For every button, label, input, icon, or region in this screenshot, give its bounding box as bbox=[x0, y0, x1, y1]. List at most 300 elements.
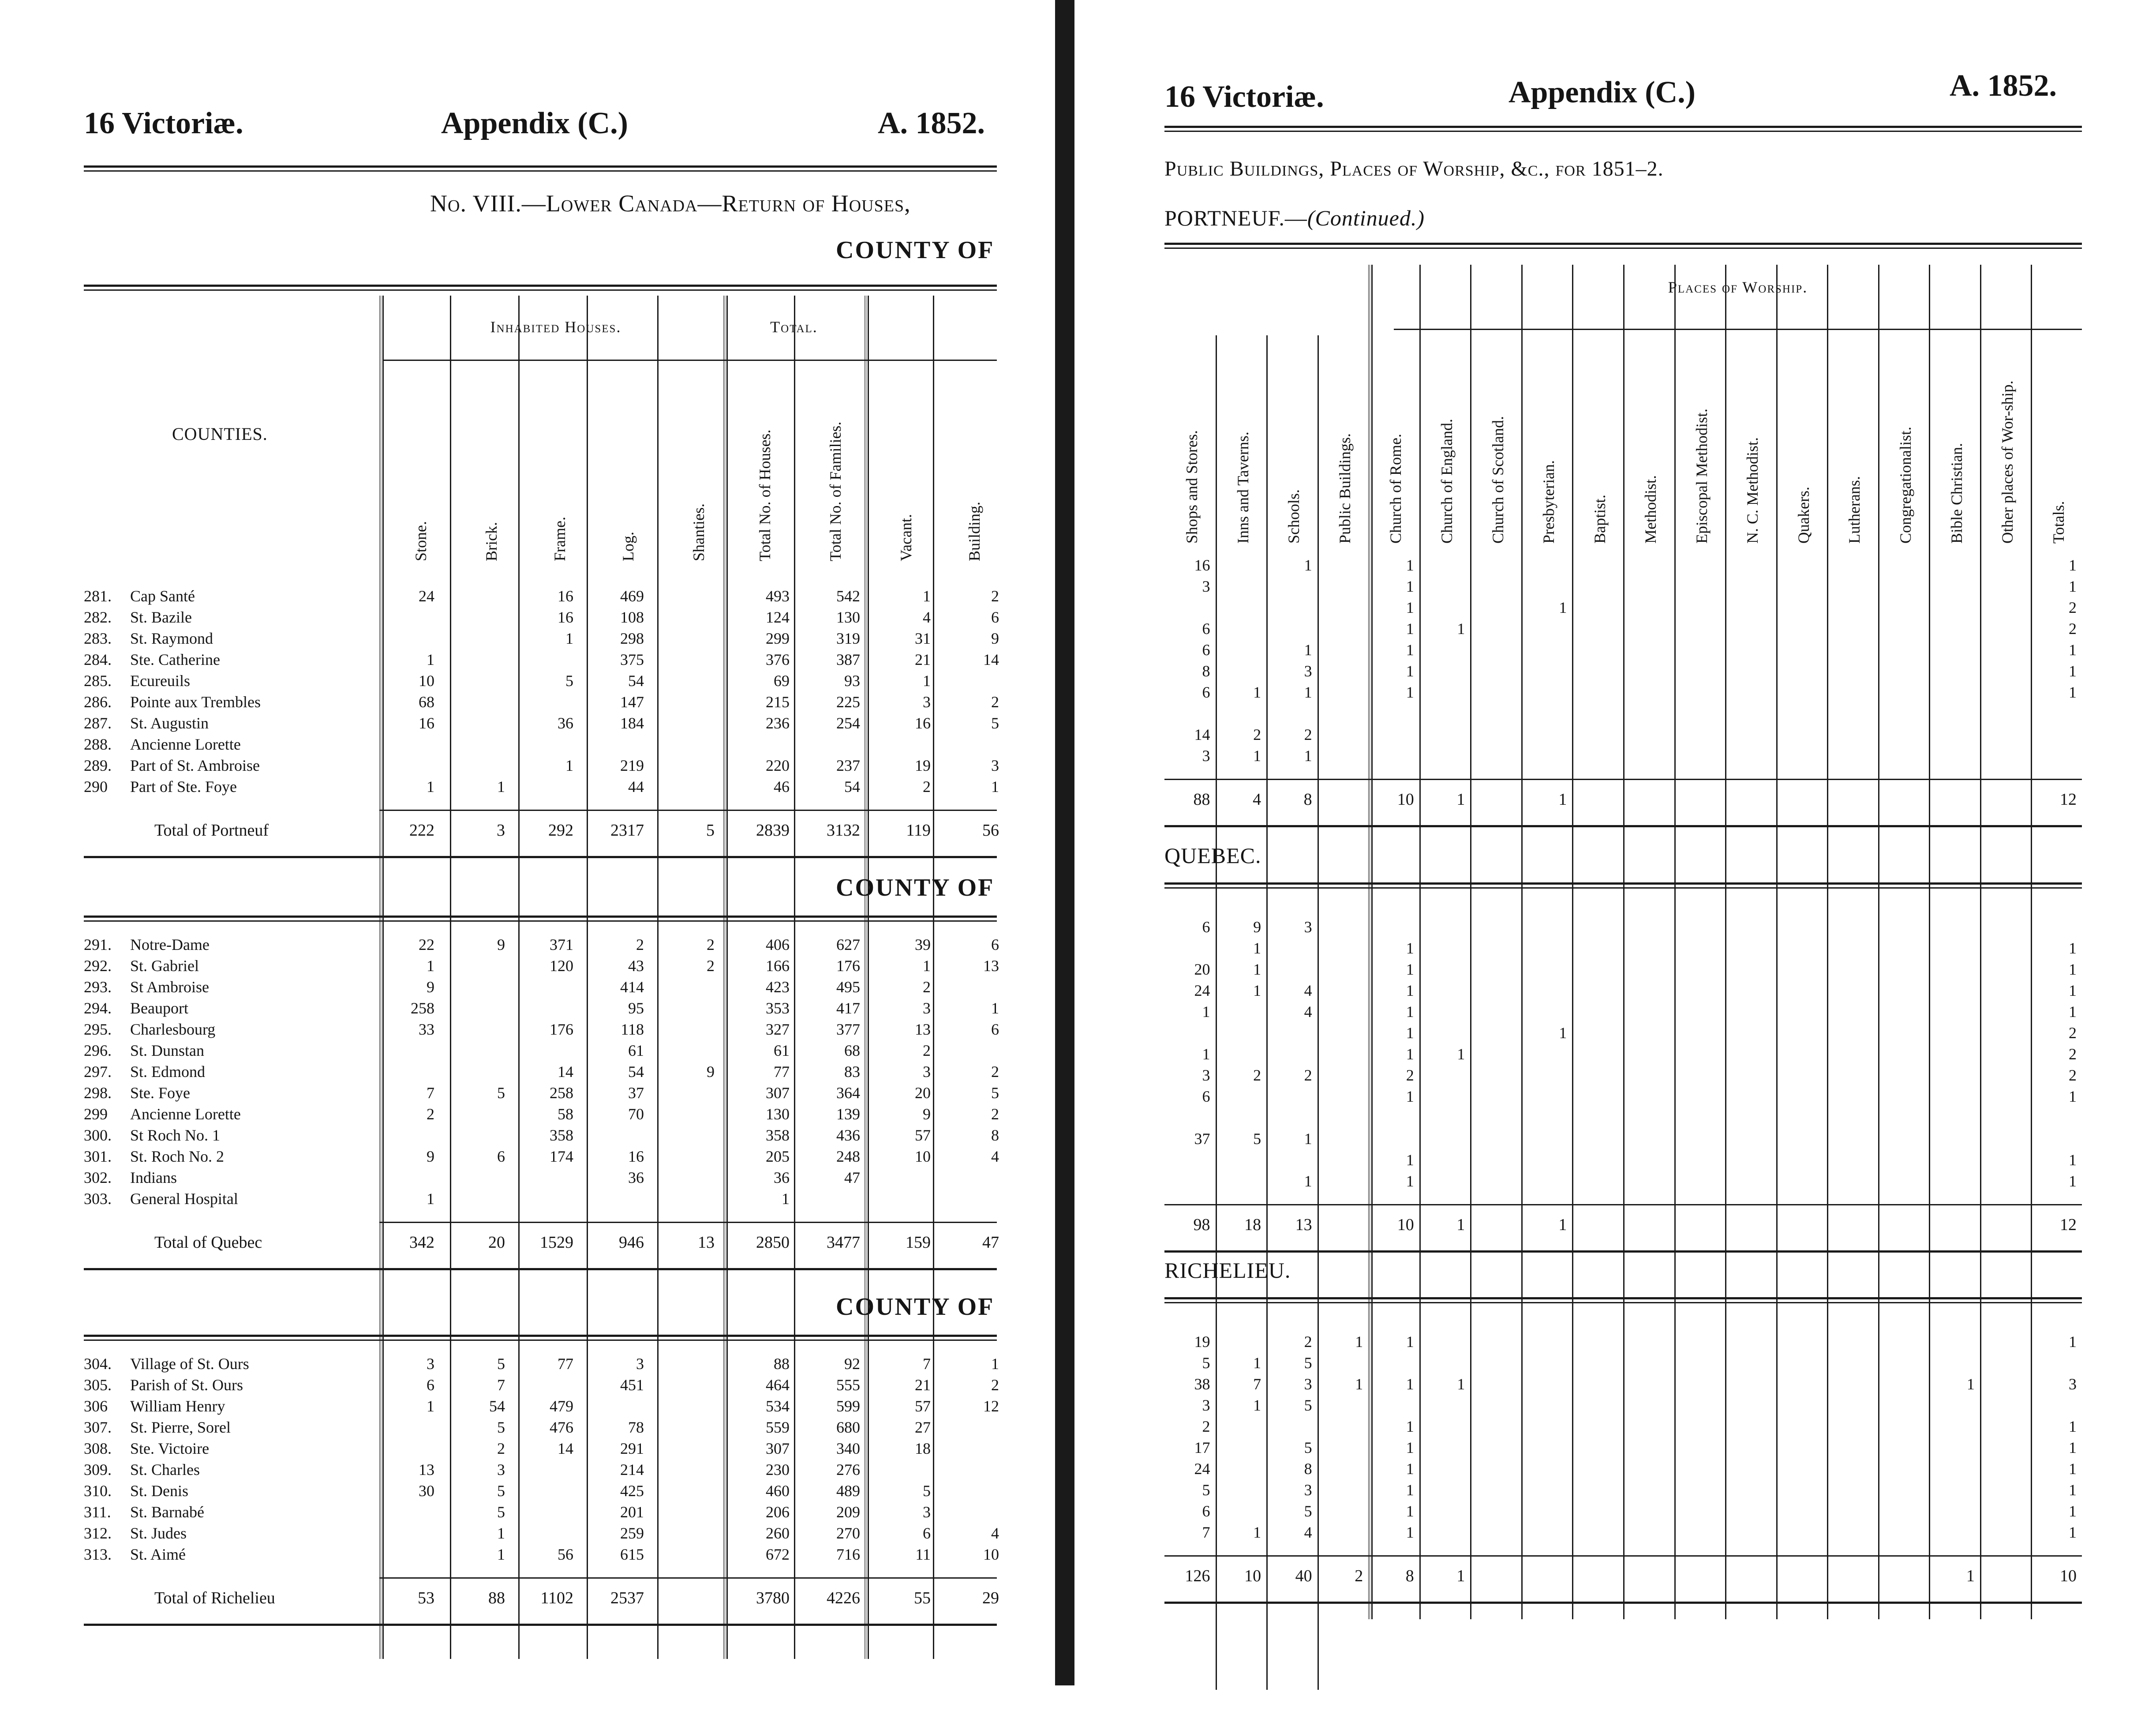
table-cell: 16 bbox=[628, 1148, 644, 1165]
table-cell: 1 bbox=[1406, 1460, 1414, 1478]
county-name: Ancienne Lorette bbox=[130, 735, 241, 753]
table-cell: 16 bbox=[558, 608, 573, 626]
table-row bbox=[1085, 1151, 2156, 1172]
table-row bbox=[84, 1545, 1001, 1566]
table-cell: 176 bbox=[836, 957, 860, 975]
table-cell: 414 bbox=[620, 978, 644, 996]
table-cell: 2 bbox=[923, 978, 931, 996]
total-cell: 20 bbox=[488, 1233, 505, 1252]
total-cell: 2317 bbox=[610, 821, 644, 840]
table-cell: 5 bbox=[1202, 1354, 1210, 1372]
table-cell: 6 bbox=[991, 936, 999, 953]
worship-column-header: Shops and Stores. bbox=[1183, 430, 1201, 544]
table-row bbox=[84, 1503, 1001, 1524]
total-cell: 1529 bbox=[540, 1233, 573, 1252]
table-cell: 130 bbox=[766, 1105, 790, 1123]
row-number: 287. bbox=[84, 714, 112, 732]
book-spine bbox=[1055, 0, 1074, 1685]
table-cell: 7 bbox=[427, 1084, 434, 1102]
year-header: A. 1852. bbox=[878, 106, 985, 140]
table-cell: 19 bbox=[915, 757, 931, 774]
table-cell: 476 bbox=[550, 1418, 573, 1436]
section-end-rule bbox=[84, 1268, 997, 1270]
worship-column-header: Quakers. bbox=[1794, 487, 1812, 544]
row-number: 297. bbox=[84, 1063, 112, 1081]
table-cell: 680 bbox=[836, 1418, 860, 1436]
table-cell: 214 bbox=[620, 1461, 644, 1478]
worship-column-header: Church of Scotland. bbox=[1489, 416, 1507, 544]
group-header-rule bbox=[384, 360, 997, 361]
total-cell: 13 bbox=[698, 1233, 715, 1252]
table-cell: 3 bbox=[427, 1355, 434, 1373]
table-cell: 10 bbox=[915, 1148, 931, 1165]
table-row bbox=[1085, 662, 2156, 683]
table-cell: 1 bbox=[991, 1355, 999, 1373]
table-cell: 1 bbox=[2068, 1333, 2077, 1351]
table-cell: 56 bbox=[558, 1546, 573, 1563]
table-row bbox=[84, 1397, 1001, 1418]
table-cell: 130 bbox=[836, 608, 860, 626]
table-cell: 47 bbox=[844, 1169, 860, 1186]
table-cell: 24 bbox=[419, 587, 434, 605]
portneuf-label: PORTNEUF.— bbox=[1164, 206, 1307, 230]
table-cell: 4 bbox=[1304, 982, 1312, 999]
table-cell: 1 bbox=[1406, 1172, 1414, 1190]
worship-column-header: Congregationalist. bbox=[1896, 427, 1914, 544]
table-cell: 30 bbox=[419, 1482, 434, 1500]
total-rule bbox=[379, 810, 997, 811]
table-cell: 375 bbox=[620, 651, 644, 668]
table-cell: 11 bbox=[915, 1546, 931, 1563]
table-cell: 174 bbox=[550, 1148, 573, 1165]
table-cell: 1 bbox=[2068, 1439, 2077, 1456]
table-cell: 327 bbox=[766, 1021, 790, 1038]
table-cell: 1 bbox=[427, 1190, 434, 1208]
total-cell: 946 bbox=[619, 1233, 644, 1252]
table-row bbox=[84, 608, 1001, 629]
table-cell: 1 bbox=[1253, 939, 1261, 957]
table-cell: 5 bbox=[497, 1355, 505, 1373]
table-cell: 460 bbox=[766, 1482, 790, 1500]
county-name: St Ambroise bbox=[130, 978, 210, 996]
table-row bbox=[84, 999, 1001, 1020]
table-row bbox=[84, 1418, 1001, 1439]
table-cell: 371 bbox=[550, 936, 573, 953]
table-cell: 4 bbox=[923, 608, 931, 626]
row-number: 283. bbox=[84, 630, 112, 647]
table-cell: 2 bbox=[2068, 1066, 2077, 1084]
header-rule bbox=[84, 165, 997, 172]
county-name: Ste. Catherine bbox=[130, 651, 220, 668]
table-cell: 2 bbox=[2068, 599, 2077, 616]
table-cell: 3 bbox=[991, 757, 999, 774]
table-row bbox=[1085, 1087, 2156, 1108]
table-cell: 3 bbox=[497, 1461, 505, 1478]
table-cell: 469 bbox=[620, 587, 644, 605]
table-cell: 176 bbox=[550, 1021, 573, 1038]
table-cell: 1 bbox=[1202, 1003, 1210, 1021]
table-cell: 43 bbox=[628, 957, 644, 975]
table-cell: 139 bbox=[836, 1105, 860, 1123]
table-cell: 5 bbox=[565, 672, 573, 690]
table-cell: 20 bbox=[915, 1084, 931, 1102]
table-cell: 1 bbox=[2068, 1502, 2077, 1520]
row-number: 294. bbox=[84, 999, 112, 1017]
table-cell: 24 bbox=[1194, 1460, 1210, 1478]
table-cell: 425 bbox=[620, 1482, 644, 1500]
total-cell: 40 bbox=[1295, 1567, 1312, 1585]
table-cell: 1 bbox=[1406, 1502, 1414, 1520]
table-cell: 22 bbox=[419, 936, 434, 953]
table-cell: 3 bbox=[2068, 1375, 2077, 1393]
table-cell: 2 bbox=[2068, 1045, 2077, 1063]
table-cell: 19 bbox=[1194, 1333, 1210, 1351]
total-label: Total of Richelieu bbox=[154, 1589, 275, 1607]
table-cell: 37 bbox=[1194, 1130, 1210, 1148]
row-number: 311. bbox=[84, 1503, 111, 1521]
table-cell: 1 bbox=[1966, 1375, 1975, 1393]
table-cell: 118 bbox=[621, 1021, 644, 1038]
table-top-rule-right bbox=[1164, 243, 2082, 249]
column-header-vacant: Vacant. bbox=[897, 514, 915, 561]
table-row bbox=[1085, 981, 2156, 1002]
table-cell: 209 bbox=[836, 1503, 860, 1521]
table-cell: 1 bbox=[1202, 1045, 1210, 1063]
table-cell: 9 bbox=[923, 1105, 931, 1123]
total-cell: 292 bbox=[548, 821, 573, 840]
table-cell: 1 bbox=[2068, 578, 2077, 595]
worship-column-header: Church of Rome. bbox=[1387, 434, 1405, 544]
table-cell: 9 bbox=[427, 978, 434, 996]
table-cell: 1 bbox=[1406, 683, 1414, 701]
table-row bbox=[1085, 725, 2156, 747]
table-row bbox=[84, 935, 1001, 957]
column-header-log: Log. bbox=[619, 532, 637, 561]
table-cell: 2 bbox=[923, 778, 931, 795]
table-cell: 17 bbox=[1194, 1439, 1210, 1456]
total-cell: 159 bbox=[906, 1233, 931, 1252]
table-cell: 70 bbox=[628, 1105, 644, 1123]
table-cell: 376 bbox=[766, 651, 790, 668]
table-cell: 307 bbox=[766, 1084, 790, 1102]
table-row bbox=[1085, 1129, 2156, 1151]
table-row bbox=[84, 1062, 1001, 1084]
table-cell: 1 bbox=[1406, 1045, 1414, 1063]
table-cell: 258 bbox=[550, 1084, 573, 1102]
table-cell: 1 bbox=[923, 672, 931, 690]
row-number: 303. bbox=[84, 1190, 112, 1208]
total-cell: 126 bbox=[1185, 1567, 1210, 1585]
total-cell: 55 bbox=[914, 1589, 931, 1607]
row-number: 310. bbox=[84, 1482, 112, 1500]
table-cell: 215 bbox=[766, 693, 790, 711]
table-cell: 38 bbox=[1194, 1375, 1210, 1393]
table-cell: 1 bbox=[2068, 1523, 2077, 1541]
table-cell: 495 bbox=[836, 978, 860, 996]
column-header-frame: Frame. bbox=[551, 517, 569, 561]
table-cell: 2 bbox=[497, 1440, 505, 1457]
table-cell: 1 bbox=[1304, 641, 1312, 659]
row-number: 300. bbox=[84, 1126, 112, 1144]
table-row bbox=[1085, 1502, 2156, 1523]
table-cell: 2 bbox=[636, 936, 644, 953]
table-cell: 1 bbox=[497, 1546, 505, 1563]
table-cell: 57 bbox=[915, 1126, 931, 1144]
table-cell: 1 bbox=[1304, 1172, 1312, 1190]
table-row bbox=[1085, 960, 2156, 981]
table-cell: 7 bbox=[497, 1376, 505, 1394]
places-of-worship-group-header: Places of Worship. bbox=[1668, 278, 1808, 296]
table-cell: 54 bbox=[628, 672, 644, 690]
worship-column-header: Public Buildings. bbox=[1336, 433, 1354, 544]
table-row bbox=[84, 1482, 1001, 1503]
table-row bbox=[84, 1020, 1001, 1041]
table-cell: 219 bbox=[620, 757, 644, 774]
table-cell: 69 bbox=[774, 672, 790, 690]
section-rule bbox=[1164, 882, 2082, 889]
table-cell: 1 bbox=[427, 778, 434, 795]
total-cell: 2839 bbox=[756, 821, 790, 840]
table-cell: 4 bbox=[991, 1148, 999, 1165]
table-cell: 13 bbox=[983, 957, 999, 975]
row-number: 312. bbox=[84, 1524, 112, 1542]
table-cell: 555 bbox=[836, 1376, 860, 1394]
total-group-header: Total. bbox=[770, 318, 818, 336]
total-row bbox=[84, 1233, 1001, 1254]
table-cell: 184 bbox=[620, 714, 644, 732]
worship-column-header: Presbyterian. bbox=[1540, 460, 1558, 544]
total-cell: 3477 bbox=[827, 1233, 860, 1252]
county-name: Part of Ste. Foye bbox=[130, 778, 237, 795]
section-end-rule bbox=[1164, 1602, 2082, 1604]
table-row bbox=[1085, 1066, 2156, 1087]
table-cell: 24 bbox=[1194, 982, 1210, 999]
right-page bbox=[1085, 0, 2156, 1711]
table-cell: 534 bbox=[766, 1397, 790, 1415]
total-cell: 10 bbox=[1397, 790, 1414, 809]
table-cell: 5 bbox=[497, 1482, 505, 1500]
table-row bbox=[1085, 598, 2156, 619]
table-cell: 61 bbox=[774, 1042, 790, 1059]
worship-column-header: Episcopal Methodist. bbox=[1692, 409, 1711, 544]
row-number: 306 bbox=[84, 1397, 108, 1415]
total-cell: 2850 bbox=[756, 1233, 790, 1252]
table-cell: 1 bbox=[1304, 1130, 1312, 1148]
table-cell: 615 bbox=[620, 1546, 644, 1563]
table-cell: 2 bbox=[991, 1376, 999, 1394]
row-number: 307. bbox=[84, 1418, 112, 1436]
table-cell: 46 bbox=[774, 778, 790, 795]
table-row bbox=[84, 957, 1001, 978]
table-cell: 307 bbox=[766, 1440, 790, 1457]
row-number: 298. bbox=[84, 1084, 112, 1102]
table-cell: 1 bbox=[427, 1397, 434, 1415]
county-name: St Roch No. 1 bbox=[130, 1126, 221, 1144]
table-cell: 1 bbox=[2068, 683, 2077, 701]
table-cell: 2 bbox=[2068, 1024, 2077, 1042]
table-row bbox=[84, 1355, 1001, 1376]
table-cell: 205 bbox=[766, 1148, 790, 1165]
table-row bbox=[1085, 1438, 2156, 1460]
table-cell: 1 bbox=[1253, 1523, 1261, 1541]
table-cell: 10 bbox=[419, 672, 434, 690]
table-cell: 6 bbox=[1202, 641, 1210, 659]
row-number: 288. bbox=[84, 735, 112, 753]
section-end-rule bbox=[1164, 1250, 2082, 1253]
table-cell: 3 bbox=[923, 1063, 931, 1081]
table-cell: 377 bbox=[836, 1021, 860, 1038]
table-cell: 2 bbox=[707, 936, 715, 953]
table-cell: 2 bbox=[2068, 620, 2077, 638]
table-cell: 436 bbox=[836, 1126, 860, 1144]
table-cell: 1 bbox=[991, 999, 999, 1017]
total-cell: 8 bbox=[1303, 790, 1312, 809]
table-cell: 6 bbox=[923, 1524, 931, 1542]
table-cell: 2 bbox=[707, 957, 715, 975]
table-cell: 716 bbox=[836, 1546, 860, 1563]
column-header-stone: Stone. bbox=[412, 521, 430, 561]
table-cell: 3 bbox=[923, 1503, 931, 1521]
table-cell: 6 bbox=[1202, 683, 1210, 701]
table-cell: 1 bbox=[427, 957, 434, 975]
table-cell: 1 bbox=[2068, 662, 2077, 680]
total-row bbox=[1085, 790, 2156, 811]
total-cell: 29 bbox=[982, 1589, 999, 1607]
table-cell: 36 bbox=[774, 1169, 790, 1186]
table-cell: 16 bbox=[1194, 556, 1210, 574]
table-cell: 5 bbox=[1304, 1396, 1312, 1414]
table-cell: 3 bbox=[1202, 1066, 1210, 1084]
table-cell: 2 bbox=[923, 1042, 931, 1059]
table-cell: 6 bbox=[1202, 1502, 1210, 1520]
total-row bbox=[84, 821, 1001, 842]
county-name: St. Gabriel bbox=[130, 957, 199, 975]
table-row bbox=[84, 1105, 1001, 1126]
section-label: QUEBEC. bbox=[1164, 843, 1261, 868]
table-cell: 14 bbox=[558, 1063, 573, 1081]
table-cell: 3 bbox=[1304, 1375, 1312, 1393]
total-cell: 3 bbox=[497, 821, 505, 840]
table-cell: 3 bbox=[1202, 747, 1210, 765]
row-number: 281. bbox=[84, 587, 112, 605]
table-cell: 1 bbox=[2068, 1172, 2077, 1190]
table-cell: 8 bbox=[1202, 662, 1210, 680]
worship-column-header: Other places of Wor-ship. bbox=[1999, 380, 2017, 544]
table-cell: 3 bbox=[1304, 918, 1312, 936]
table-cell: 14 bbox=[983, 651, 999, 668]
table-cell: 1 bbox=[1406, 1333, 1414, 1351]
table-cell: 1 bbox=[923, 587, 931, 605]
row-number: 309. bbox=[84, 1461, 112, 1478]
total-cell: 88 bbox=[488, 1589, 505, 1607]
county-name: Ancienne Lorette bbox=[130, 1105, 241, 1123]
total-cell: 2537 bbox=[610, 1589, 644, 1607]
table-cell: 95 bbox=[628, 999, 644, 1017]
table-cell: 1 bbox=[2068, 1481, 2077, 1499]
table-cell: 299 bbox=[766, 630, 790, 647]
table-cell: 2 bbox=[991, 693, 999, 711]
row-number: 289. bbox=[84, 757, 112, 774]
total-row bbox=[1085, 1215, 2156, 1236]
table-cell: 93 bbox=[844, 672, 860, 690]
total-cell: 1 bbox=[1456, 790, 1465, 809]
table-cell: 9 bbox=[427, 1148, 434, 1165]
table-row bbox=[1085, 1354, 2156, 1375]
total-cell: 12 bbox=[2059, 790, 2077, 809]
total-cell: 8 bbox=[1405, 1567, 1414, 1585]
table-cell: 8 bbox=[991, 1126, 999, 1144]
table-cell: 2 bbox=[1202, 1418, 1210, 1435]
table-cell: 559 bbox=[766, 1418, 790, 1436]
table-cell: 36 bbox=[628, 1169, 644, 1186]
table-cell: 21 bbox=[915, 651, 931, 668]
table-cell: 54 bbox=[489, 1397, 505, 1415]
row-number: 313. bbox=[84, 1546, 112, 1563]
table-cell: 340 bbox=[836, 1440, 860, 1457]
total-cell: 1 bbox=[1558, 790, 1567, 809]
county-name: St. Pierre, Sorel bbox=[130, 1418, 231, 1436]
row-number: 293. bbox=[84, 978, 112, 996]
total-cell: 4 bbox=[1253, 790, 1261, 809]
table-row bbox=[84, 1460, 1001, 1482]
table-cell: 5 bbox=[1253, 1130, 1261, 1148]
total-cell: 1 bbox=[1558, 1216, 1567, 1234]
table-row bbox=[1085, 1460, 2156, 1481]
table-row bbox=[1085, 1481, 2156, 1502]
table-cell: 12 bbox=[983, 1397, 999, 1415]
worship-column-header: N. C. Methodist. bbox=[1744, 437, 1762, 544]
table-cell: 259 bbox=[620, 1524, 644, 1542]
table-cell: 6 bbox=[1202, 620, 1210, 638]
table-cell: 54 bbox=[628, 1063, 644, 1081]
table-cell: 9 bbox=[707, 1063, 715, 1081]
table-row bbox=[1085, 1417, 2156, 1438]
table-cell: 78 bbox=[628, 1418, 644, 1436]
table-cell: 20 bbox=[1194, 961, 1210, 978]
table-row bbox=[1085, 1375, 2156, 1396]
table-cell: 16 bbox=[419, 714, 434, 732]
table-cell: 5 bbox=[497, 1503, 505, 1521]
table-cell: 7 bbox=[1202, 1523, 1210, 1541]
row-number: 301. bbox=[84, 1148, 112, 1165]
table-cell: 1 bbox=[1406, 1375, 1414, 1393]
table-cell: 5 bbox=[991, 714, 999, 732]
table-cell: 33 bbox=[419, 1021, 434, 1038]
table-cell: 5 bbox=[1304, 1439, 1312, 1456]
table-row bbox=[84, 587, 1001, 608]
table-cell: 7 bbox=[1253, 1375, 1261, 1393]
table-cell: 57 bbox=[915, 1397, 931, 1415]
table-cell: 1 bbox=[2068, 556, 2077, 574]
total-cell: 1102 bbox=[540, 1589, 573, 1607]
table-cell: 108 bbox=[620, 608, 644, 626]
table-row bbox=[1085, 1108, 2156, 1129]
table-cell: 672 bbox=[766, 1546, 790, 1563]
table-cell: 260 bbox=[766, 1524, 790, 1542]
table-cell: 236 bbox=[766, 714, 790, 732]
table-row bbox=[1085, 1523, 2156, 1544]
table-row bbox=[84, 978, 1001, 999]
table-cell: 10 bbox=[983, 1546, 999, 1563]
table-row bbox=[84, 1376, 1001, 1397]
table-cell: 2 bbox=[1304, 1333, 1312, 1351]
session-header-right: 16 Victoriæ. bbox=[1164, 80, 1324, 114]
total-cell: 342 bbox=[409, 1233, 434, 1252]
table-row bbox=[1085, 939, 2156, 960]
table-cell: 230 bbox=[766, 1461, 790, 1478]
total-cell: 1 bbox=[1966, 1567, 1975, 1585]
table-cell: 6 bbox=[1202, 918, 1210, 936]
